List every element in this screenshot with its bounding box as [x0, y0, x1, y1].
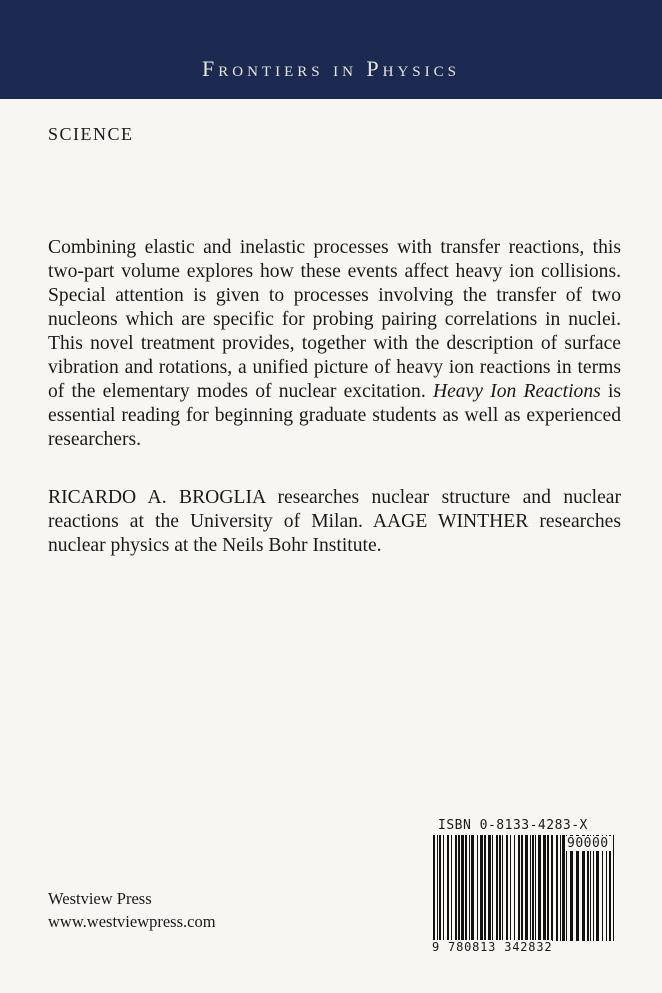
- series-banner: [0, 0, 662, 99]
- publisher-url[interactable]: www.westviewpress.com: [48, 912, 216, 931]
- barcode-digits: 9 780813 342832: [432, 940, 553, 954]
- publisher-name: Westview Press: [48, 889, 152, 908]
- isbn-label: ISBN 0-8133-4283-X: [438, 818, 588, 833]
- book-description: [48, 236, 621, 452]
- publisher-block: [48, 887, 216, 933]
- description-text-end: is essential reading for beginning graduate students as well as experienced researchers.: [48, 381, 622, 450]
- series-title: Frontiers in Physics: [202, 56, 460, 81]
- category-label: SCIENCE: [48, 124, 134, 144]
- authors-bio: RICARDO A. BROGLIA researches nuclear structure and nuclear reactions at the University of Milan. AAGE WINTHER researches nuclear physics at the Neils Bohr Institute.: [48, 487, 621, 556]
- price-code: 90000: [567, 836, 609, 851]
- description-text: Combining elastic and inelastic processes with transfer reactions, this two-part volume explores how these events affect heavy ion collisions. Special attention is given to processes involving the transfer of two nucleons which are specific for probing pairing correlations in nuclei. This novel treatment provides, together with the description of surface vibration and rotations, a unified picture of heavy ion reactions in terms of the elementary modes of nuclear excitation.: [48, 237, 621, 402]
- book-title: Heavy Ion Reactions: [432, 381, 601, 402]
